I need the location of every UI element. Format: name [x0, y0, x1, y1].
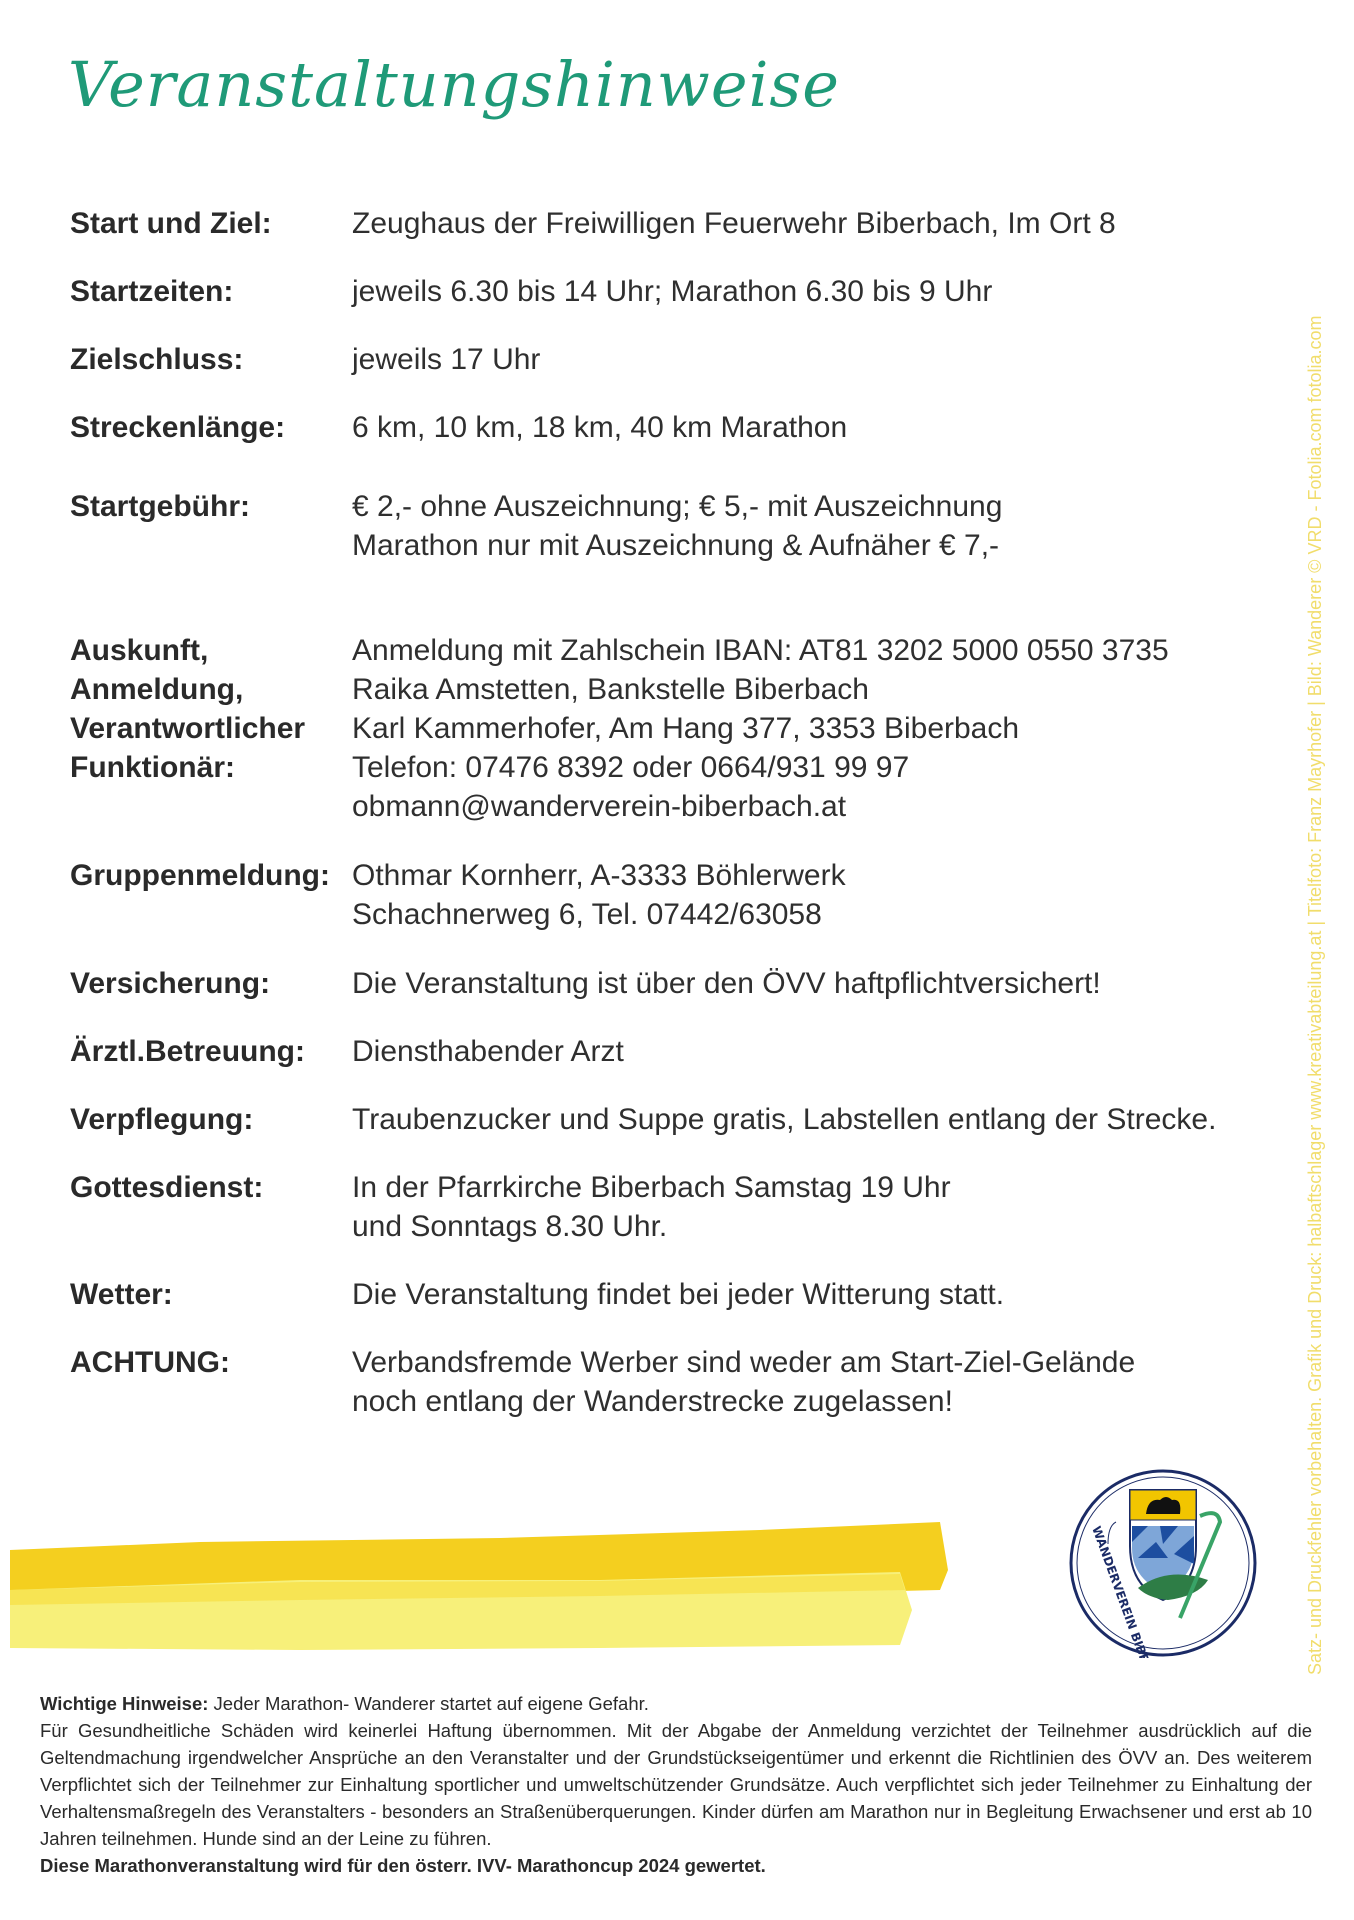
side-credit: Satz- und Druckfehler vorbehalten. Grafik und Druck: halbaftschlager www.kreativabteilung.at | Titelfoto: Franz Mayrhofer | Bild: Wanderer © VRD - Fotolia.com fotolia.com — [1305, 315, 1325, 1675]
info-value — [352, 1275, 1004, 1314]
info-value — [352, 340, 540, 379]
info-value-line: Zeughaus der Freiwilligen Feuerwehr Biberbach, Im Ort 8 — [352, 207, 1116, 240]
info-label-line: Funktionär: — [70, 751, 235, 784]
info-label-line: Streckenlänge: — [70, 411, 286, 444]
notes-heading: Wichtige Hinweise: — [40, 1693, 209, 1714]
info-label-line: Anmeldung, — [70, 673, 244, 706]
info-value — [352, 1343, 1135, 1421]
info-label-line: Verantwortlicher — [70, 712, 306, 745]
info-value-line: Die Veranstaltung findet bei jeder Witterung statt. — [352, 1278, 1005, 1311]
info-value-line: Die Veranstaltung ist über den ÖVV haftpflichtversichert! — [352, 967, 1101, 1000]
info-label-line: Verpflegung: — [70, 1103, 254, 1136]
info-value-line: Anmeldung mit Zahlschein IBAN: AT81 3202 5000 0550 3735 — [352, 634, 1169, 667]
info-value-line: Marathon nur mit Auszeichnung & Aufnäher € 7,- — [352, 529, 1000, 562]
info-value — [352, 1032, 624, 1071]
info-label — [70, 1032, 305, 1071]
info-value-line: Diensthabender Arzt — [352, 1035, 624, 1068]
info-label-line: Versicherung: — [70, 967, 271, 1000]
info-value-line: jeweils 6.30 bis 14 Uhr; Marathon 6.30 bis 9 Uhr — [352, 275, 993, 308]
info-label-line: Ärztl.Betreuung: — [70, 1035, 305, 1068]
info-label-line: Gottesdienst: — [70, 1171, 264, 1204]
info-value-line: und Sonntags 8.30 Uhr. — [352, 1210, 668, 1243]
info-value — [352, 1168, 951, 1246]
info-label — [70, 272, 233, 311]
info-value — [352, 204, 1116, 243]
info-label-line: Zielschluss: — [70, 343, 244, 376]
info-label — [70, 408, 285, 447]
notes-first-line: Jeder Marathon- Wanderer startet auf eigene Gefahr. — [208, 1693, 649, 1714]
info-value-line: Othmar Kornherr, A-3333 Böhlerwerk — [352, 859, 846, 892]
info-label — [70, 1343, 230, 1382]
info-value-line: Telefon: 07476 8392 oder 0664/931 99 97 — [352, 751, 910, 784]
info-value — [352, 408, 847, 447]
info-value — [352, 487, 1002, 565]
info-value-line: jeweils 17 Uhr — [352, 343, 541, 376]
notes-body: Für Gesundheitliche Schäden wird keinerlei Haftung übernommen. Mit der Abgabe der Anmeldung verzichtet der Teilnehmer ausdrücklich auf die Geltendmachung irgendwelcher Ansprüche an den Veranstalter und der Grundstückseigentümer und erkennt die Richtlinien des ÖVV an. Des weiterem Verpflichtet sich der Teilnehmer zur Einhaltung sportlicher und umweltschützender Grundsätze. Auch verpflichtet sich jeder Teilnehmer zu Einhaltung der Verhaltensmaßregeln des Veranstalters - besonders an Straßenüberquerungen. Kinder dürfen am Marathon nur in Begleitung Erwachsener und erst ab 10 Jahren teilnehmen. Hunde sind an der Leine zu führen. — [40, 1720, 1312, 1849]
info-value — [352, 272, 992, 311]
info-label-line: Startgebühr: — [70, 490, 250, 523]
info-label — [70, 1100, 253, 1139]
info-label — [70, 1168, 263, 1207]
notes-final: Diese Marathonveranstaltung wird für den österr. IVV- Marathoncup 2024 gewertet. — [40, 1855, 766, 1876]
info-label — [70, 631, 305, 787]
page-title: Veranstaltungshinweise — [68, 48, 840, 121]
info-label — [70, 964, 270, 1003]
info-value — [352, 631, 1169, 826]
info-value-line: € 2,- ohne Auszeichnung; € 5,- mit Auszeichnung — [352, 490, 1003, 523]
yellow-brush-stroke — [0, 1440, 960, 1650]
info-value-line: Schachnerweg 6, Tel. 07442/63058 — [352, 898, 822, 931]
info-label — [70, 487, 250, 526]
info-value-line: obmann@wanderverein-biberbach.at — [352, 790, 847, 823]
info-label-line: Auskunft, — [70, 634, 209, 667]
info-value-line: Verbandsfremde Werber sind weder am Start-Ziel-Gelände — [352, 1346, 1136, 1379]
info-label — [70, 340, 243, 379]
info-label-line: ACHTUNG: — [70, 1346, 230, 1379]
info-value-line: noch entlang der Wanderstrecke zugelassen! — [352, 1385, 953, 1418]
info-value-line: Traubenzucker und Suppe gratis, Labstellen entlang der Strecke. — [352, 1103, 1217, 1136]
info-label-line: Wetter: — [70, 1278, 173, 1311]
info-label-line: Gruppenmeldung: — [70, 859, 330, 892]
club-seal — [1068, 1468, 1258, 1658]
info-label — [70, 856, 330, 895]
info-value — [352, 964, 1101, 1003]
info-value-line: 6 km, 10 km, 18 km, 40 km Marathon — [352, 411, 848, 444]
info-label — [70, 1275, 173, 1314]
info-label — [70, 204, 272, 243]
info-value-line: In der Pfarrkirche Biberbach Samstag 19 Uhr — [352, 1171, 951, 1204]
info-value — [352, 1100, 1216, 1139]
info-label-line: Startzeiten: — [70, 275, 234, 308]
info-value-line: Karl Kammerhofer, Am Hang 377, 3353 Biberbach — [352, 712, 1020, 745]
info-value-line: Raika Amstetten, Bankstelle Biberbach — [352, 673, 869, 706]
info-label-line: Start und Ziel: — [70, 207, 272, 240]
important-notes — [40, 1690, 1312, 1879]
info-value — [352, 856, 846, 934]
